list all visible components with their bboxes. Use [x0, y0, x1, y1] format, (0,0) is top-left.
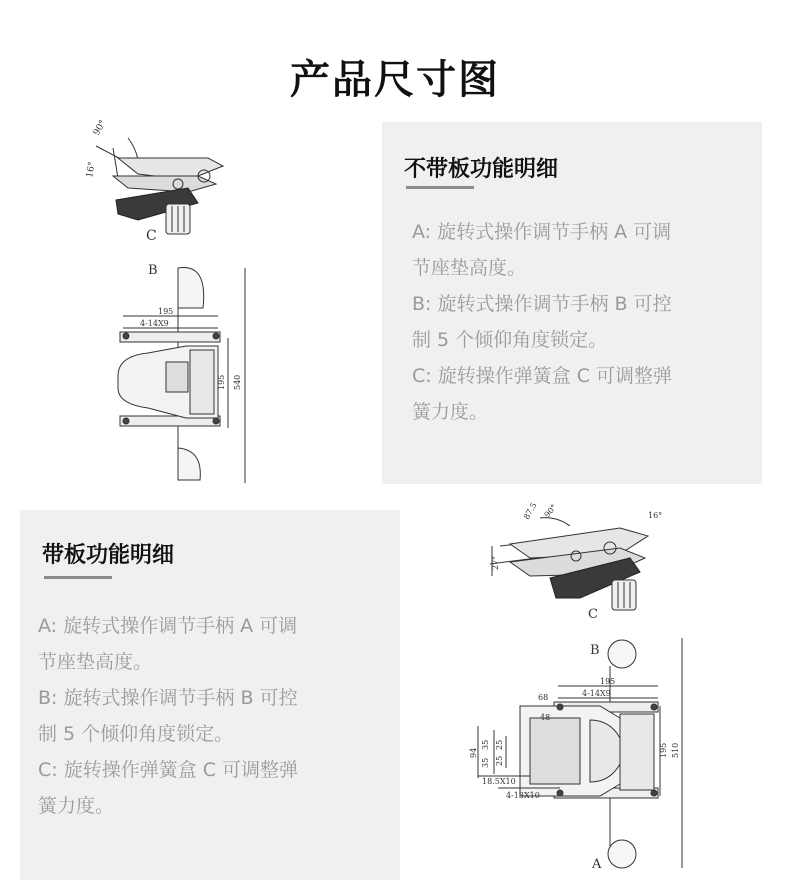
dim-27: 27° [491, 555, 500, 570]
angle-label-90: 90° [542, 502, 559, 520]
angle-label-16: 16° [648, 511, 663, 520]
dim-35a: 35 [481, 739, 490, 750]
label-b: B [148, 263, 158, 278]
dim-510: 510 [671, 742, 680, 758]
mechanism-drawing-top [78, 118, 268, 488]
label-a: A [592, 857, 602, 872]
label-c: C [146, 228, 157, 244]
panel-board-heading: 带板功能明细 [42, 543, 175, 568]
panel-no-board [382, 122, 762, 484]
dim-195-depth: 195 [659, 742, 668, 758]
angle-label-87: 87.5 [521, 501, 539, 521]
dim-68: 68 [538, 693, 549, 702]
page-title: 产品尺寸图 [290, 57, 500, 103]
desc-line: 制 5 个倾仰角度锁定。 [412, 329, 608, 351]
desc-line: B: 旋转式操作调节手柄 B 可控 [38, 687, 298, 709]
dim-holes-2: 4-13X10 [506, 791, 540, 800]
dim-35b: 35 [481, 757, 490, 768]
label-c: C [588, 607, 598, 622]
panel-no-board-heading: 不带板功能明细 [404, 157, 559, 182]
desc-line: 制 5 个倾仰角度锁定。 [38, 723, 234, 745]
panel-board [20, 510, 400, 880]
panel-no-board-underline [406, 186, 474, 189]
desc-line: C: 旋转操作弹簧盒 C 可调整弹 [412, 365, 673, 387]
dim-25b: 25 [495, 755, 504, 766]
desc-line: 节座垫高度。 [38, 651, 153, 673]
desc-line: B: 旋转式操作调节手柄 B 可控 [412, 293, 672, 315]
desc-line: A: 旋转式操作调节手柄 A 可调 [412, 221, 672, 243]
dim-48: 48 [540, 713, 551, 722]
dim-25a: 25 [495, 739, 504, 750]
mechanism-drawing-bottom [469, 501, 700, 886]
panel-board-underline [44, 576, 112, 579]
dim-540: 540 [233, 374, 242, 390]
angle-label-16: 16° [85, 161, 98, 179]
dim-94: 94 [469, 747, 478, 758]
panel-no-board-desc [412, 214, 672, 430]
dim-195-width: 195 [600, 677, 616, 686]
dim-195-width: 195 [158, 307, 174, 316]
desc-line: A: 旋转式操作调节手柄 A 可调 [38, 615, 298, 637]
dim-slot: 18.5X10 [482, 777, 516, 786]
label-b: B [590, 643, 600, 658]
desc-line: 簧力度。 [38, 795, 115, 817]
angle-label-90: 90° [91, 118, 109, 138]
panel-board-desc [38, 608, 298, 824]
dim-195-depth: 195 [217, 374, 226, 390]
desc-line: 簧力度。 [412, 401, 489, 423]
dim-holes: 4-14X9 [582, 689, 611, 698]
desc-line: C: 旋转操作弹簧盒 C 可调整弹 [38, 759, 299, 781]
desc-line: 节座垫高度。 [412, 257, 527, 279]
dim-holes: 4-14X9 [140, 319, 169, 328]
